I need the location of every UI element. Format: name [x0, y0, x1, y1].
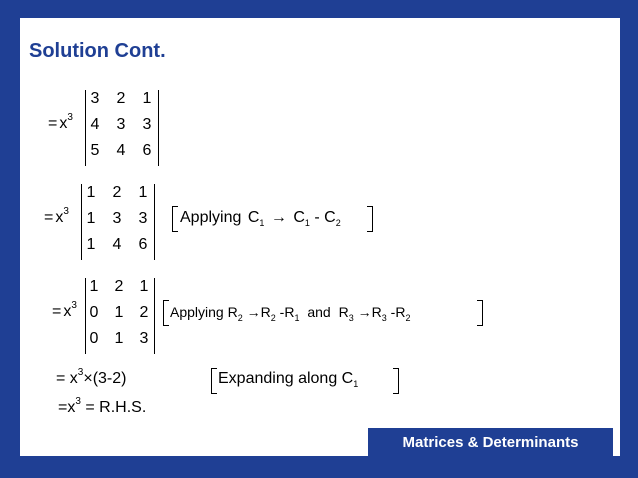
det2-cell: 3 [112, 210, 122, 227]
det1-cell: 5 [90, 142, 100, 159]
equals-sign: = [44, 209, 54, 226]
det2-cell: 3 [138, 210, 148, 227]
det-bar-right [154, 278, 155, 354]
det3-cell: 1 [114, 304, 124, 321]
det1-cell: 4 [90, 116, 100, 133]
note-bracket-right [367, 206, 373, 232]
note-bracket-left [163, 300, 169, 326]
det3-cell: 3 [139, 330, 149, 347]
det3-cell: 1 [89, 278, 99, 295]
det3-cell: 2 [139, 304, 149, 321]
det-bar-left [85, 90, 86, 166]
det2-cell: 6 [138, 236, 148, 253]
det1-cell: 2 [116, 90, 126, 107]
footer-label: Matrices & Determinants [368, 428, 613, 456]
step-5: $=x^3 = R.H.S$. [58, 396, 147, 416]
exponent: 3 [71, 300, 77, 311]
det1-cell: 6 [142, 142, 152, 159]
slide [20, 18, 620, 456]
exponent: 3 [63, 206, 69, 217]
equals-sign: = [48, 115, 58, 132]
det1-cell: 3 [142, 116, 152, 133]
operation-note-4: Expanding along $C_1$ [218, 370, 359, 389]
det3-cell: 0 [89, 330, 99, 347]
det2-cell: 4 [112, 236, 122, 253]
det3-cell: 2 [114, 278, 124, 295]
note-bracket-right [477, 300, 483, 326]
exponent: 3 [67, 112, 73, 123]
variable-x: x [55, 209, 64, 226]
step-1 [48, 88, 248, 168]
det-bar-left [81, 184, 82, 260]
det-bar-right [158, 90, 159, 166]
step-3 [52, 276, 502, 356]
variable-x: x [59, 115, 68, 132]
slide-title: Solution Cont. [29, 40, 166, 62]
det-bar-left [85, 278, 86, 354]
note-bracket-right [393, 368, 399, 394]
operation-note-2: Applying $C_1 \to C_1 - C_2$ [180, 209, 341, 228]
det-bar-right [154, 184, 155, 260]
step-2 [44, 182, 424, 262]
note-bracket-left [172, 206, 178, 232]
det2-cell: 1 [86, 184, 96, 201]
equals-sign: = [52, 303, 62, 320]
det2-cell: 1 [138, 184, 148, 201]
det2-cell: 1 [86, 236, 96, 253]
note-bracket-left [211, 368, 217, 394]
det2-cell: 2 [112, 184, 122, 201]
operation-note-3: Applying $R_2 \to R_2$ $-R_1$ and $R_3 \to R_3$ $-R_2$ [170, 304, 411, 323]
det1-cell: 4 [116, 142, 126, 159]
det1-cell: 3 [90, 90, 100, 107]
det2-cell: 1 [86, 210, 96, 227]
variable-x: x [63, 303, 72, 320]
det1-cell: 1 [142, 90, 152, 107]
step-4: = $x^3\times(3-2)$ Expanding along $C_1$ [56, 370, 426, 396]
det3-cell: 1 [114, 330, 124, 347]
det3-cell: 0 [89, 304, 99, 321]
det1-cell: 3 [116, 116, 126, 133]
det3-cell: 1 [139, 278, 149, 295]
